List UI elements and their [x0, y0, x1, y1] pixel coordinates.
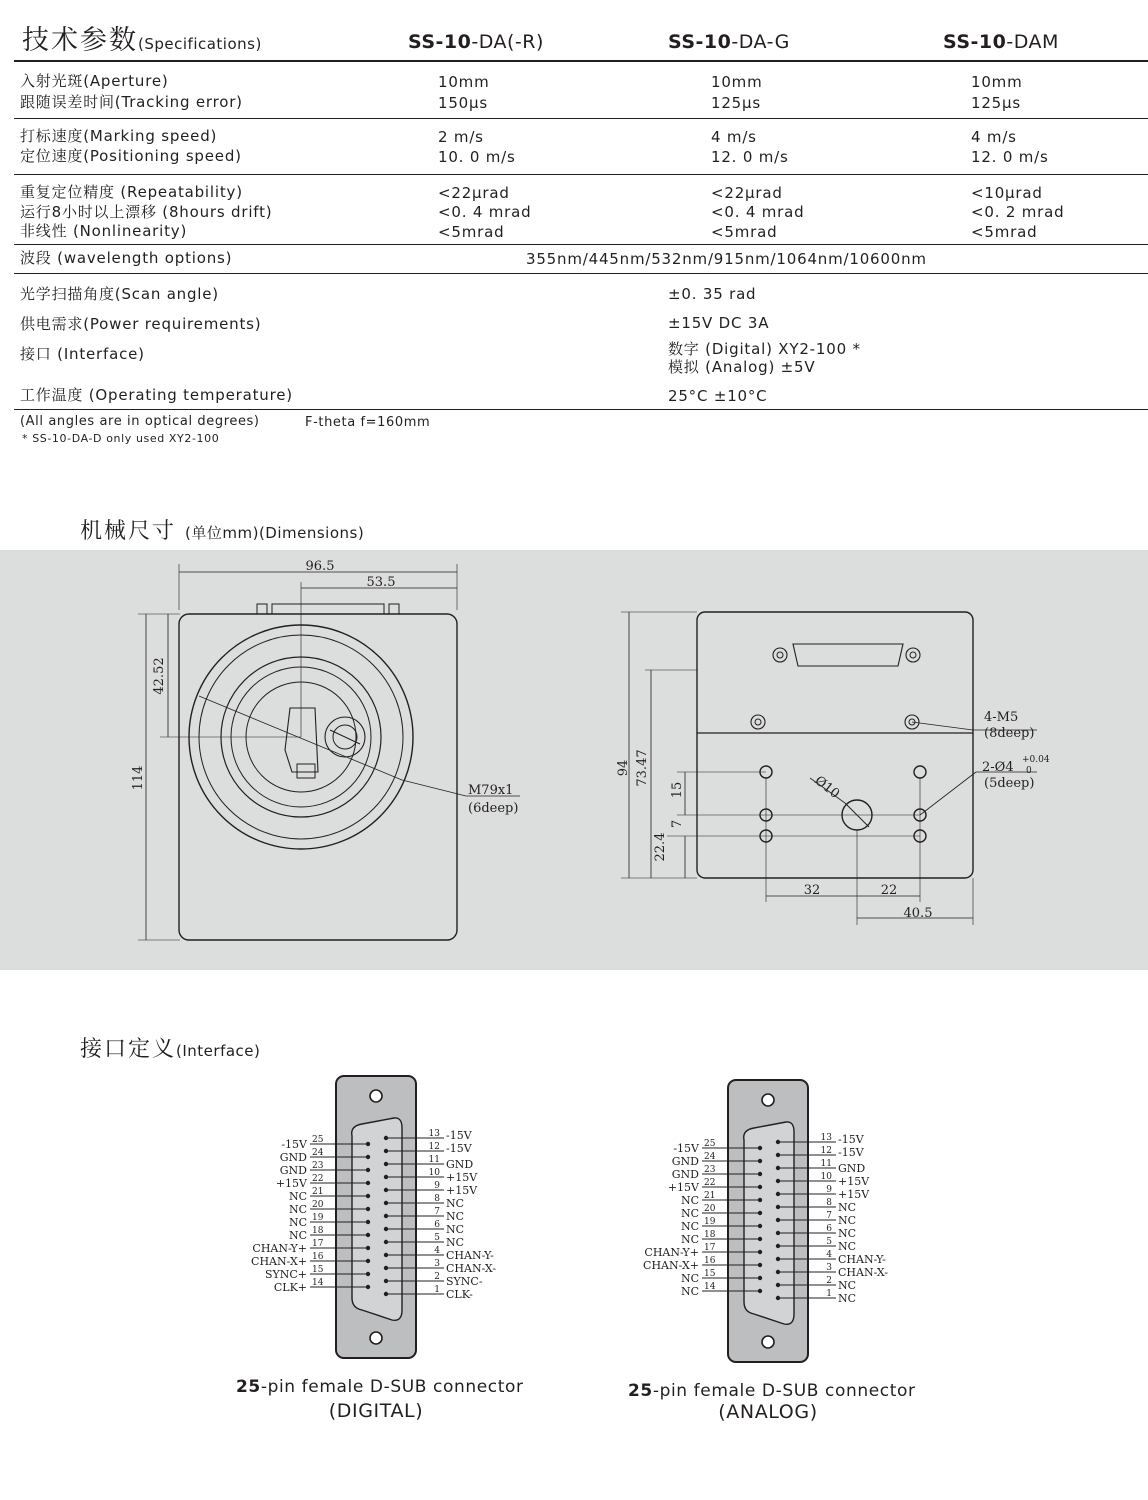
digital-pin-signal: CLK+	[273, 1281, 307, 1294]
digital-pin-signal: CHAN-X+	[251, 1255, 307, 1268]
dim-height-label: 114	[131, 765, 146, 791]
digital-mount-hole-icon	[370, 1332, 382, 1344]
dim-rear-pin-tol-up: +0.04	[1022, 755, 1050, 765]
digital-pin-number: 25	[312, 1135, 324, 1145]
spec-value: 125μs	[711, 94, 761, 112]
analog-pin-signal: NC	[838, 1279, 857, 1292]
dim-rear-total: 94	[616, 759, 631, 777]
spec-value: <0. 4 mrad	[438, 203, 532, 221]
digital-pin-signal: NC	[288, 1229, 307, 1242]
dim-rear-upper: 73.47	[635, 749, 650, 787]
digital-pin-dot	[384, 1279, 388, 1283]
dim-rear-m5: 4-M5	[984, 710, 1019, 725]
spec-value: 10mm	[438, 73, 490, 91]
analog-pin-signal: +15V	[838, 1188, 870, 1201]
digital-pin-dot	[366, 1259, 370, 1263]
analog-pin-dot	[776, 1296, 780, 1300]
analog-caption-type: (ANALOG)	[718, 1401, 818, 1423]
digital-pin-dot	[366, 1233, 370, 1237]
spec-label-scan-angle: 光学扫描角度(Scan angle)	[20, 285, 219, 303]
spec-value: 12. 0 m/s	[711, 148, 789, 166]
dim-rear-pin: 2-Ø4	[982, 760, 1014, 775]
dim-rear-m5-depth: (8deep)	[984, 726, 1035, 741]
digital-pin-number: 1	[434, 1285, 440, 1295]
analog-pin-signal: NC	[680, 1272, 699, 1285]
spec-value: <22μrad	[438, 184, 510, 202]
digital-pin-dot	[366, 1155, 370, 1159]
digital-pin-signal: GND	[279, 1151, 307, 1164]
spec-value: 10. 0 m/s	[438, 148, 516, 166]
digital-dsub-face	[352, 1118, 402, 1320]
analog-pin-number: 14	[704, 1282, 716, 1292]
dim-rear-left-width: 32	[803, 883, 821, 898]
table-bottom-rule	[14, 409, 1148, 410]
digital-pin-dot	[384, 1240, 388, 1244]
analog-pin-number: 10	[820, 1172, 832, 1182]
analog-pin-dot	[776, 1140, 780, 1144]
digital-pin-number: 11	[428, 1155, 440, 1165]
analog-pin-number: 20	[704, 1204, 716, 1214]
analog-pin-dot	[758, 1263, 762, 1267]
analog-pin-signal: GND	[838, 1162, 866, 1175]
spec-label-marking: 打标速度(Marking speed)	[20, 127, 218, 145]
analog-pin-number: 2	[826, 1276, 832, 1286]
digital-pin-signal: NC	[288, 1216, 307, 1229]
analog-pin-signal: NC	[838, 1240, 857, 1253]
digital-connector-diagram	[230, 1072, 520, 1372]
analog-pin-signal: NC	[680, 1285, 699, 1298]
analog-pin-dot	[758, 1172, 762, 1176]
digital-pin-dot	[384, 1188, 388, 1192]
spec-label-temperature: 工作温度 (Operating temperature)	[20, 386, 293, 404]
spec-label-positioning: 定位速度(Positioning speed)	[20, 147, 242, 165]
digital-pin-signal: +15V	[275, 1177, 307, 1190]
front-view-drawing	[138, 564, 520, 940]
dim-rear-right-width: 22	[880, 883, 898, 898]
analog-pin-dot	[758, 1276, 762, 1280]
analog-connector-diagram	[622, 1076, 912, 1376]
analog-pin-dot	[758, 1185, 762, 1189]
digital-pin-signal: GND	[279, 1164, 307, 1177]
digital-pin-number: 12	[428, 1142, 440, 1152]
analog-mount-hole-icon	[762, 1094, 774, 1106]
spec-label-wavelength: 波段 (wavelength options)	[20, 249, 233, 267]
analog-pin-dot	[758, 1146, 762, 1150]
spec-value: ±0. 35 rad	[668, 285, 757, 303]
digital-pin-number: 22	[312, 1174, 324, 1184]
analog-pin-number: 3	[826, 1263, 832, 1273]
digital-pin-signal: CHAN-Y-	[446, 1249, 494, 1262]
digital-pin-number: 13	[428, 1129, 440, 1139]
digital-pin-dot	[366, 1142, 370, 1146]
digital-pin-number: 6	[434, 1220, 440, 1230]
analog-pin-signal: CHAN-Y-	[838, 1253, 886, 1266]
spec-value: 4 m/s	[711, 128, 757, 146]
row-divider	[14, 118, 1148, 119]
analog-pin-number: 25	[704, 1139, 716, 1149]
analog-pin-number: 24	[704, 1152, 716, 1162]
analog-pin-dot	[758, 1198, 762, 1202]
digital-pin-number: 14	[312, 1278, 324, 1288]
digital-pin-signal: -15V	[281, 1138, 307, 1151]
model-header-2: SS-10-DA-G	[668, 31, 790, 53]
digital-pin-number: 4	[434, 1246, 440, 1256]
dim-rear-small: 7	[670, 819, 685, 829]
analog-pin-signal: -15V	[838, 1146, 864, 1159]
digital-pin-signal: CHAN-X-	[446, 1262, 497, 1275]
dim-rear-pin-depth: (5deep)	[984, 776, 1035, 791]
digital-pin-signal: +15V	[446, 1184, 478, 1197]
spec-label-interface: 接口 (Interface)	[20, 345, 145, 363]
digital-pin-number: 5	[434, 1233, 440, 1243]
spec-value-wavelength: 355nm/445nm/532nm/915nm/1064nm/10600nm	[526, 250, 927, 268]
digital-pin-signal: NC	[446, 1197, 465, 1210]
analog-pin-signal: NC	[838, 1292, 857, 1305]
analog-pin-dot	[776, 1270, 780, 1274]
spec-label-aperture: 入射光斑(Aperture)	[20, 72, 169, 90]
digital-pin-signal: NC	[446, 1223, 465, 1236]
analog-pin-dot	[776, 1231, 780, 1235]
spec-value: 10mm	[971, 73, 1023, 91]
row-divider	[14, 273, 1148, 274]
analog-pin-number: 8	[826, 1198, 832, 1208]
analog-pin-number: 17	[704, 1243, 716, 1253]
dim-upper-label: 42.52	[152, 657, 167, 695]
dimension-drawings	[0, 550, 1148, 970]
model-header-3: SS-10-DAM	[943, 31, 1059, 53]
spec-value: <0. 4 mrad	[711, 203, 805, 221]
dim-width-label: 96.5	[305, 559, 335, 574]
spec-value: <10μrad	[971, 184, 1043, 202]
analog-caption: 25-pin female D-SUB connector	[628, 1381, 916, 1401]
analog-pin-signal: NC	[680, 1220, 699, 1233]
dimensions-panel	[0, 550, 1148, 970]
analog-pin-number: 9	[826, 1185, 832, 1195]
digital-pin-number: 2	[434, 1272, 440, 1282]
digital-pin-number: 18	[312, 1226, 324, 1236]
spec-value: 150μs	[438, 94, 488, 112]
analog-pin-signal: +15V	[667, 1181, 699, 1194]
analog-pin-signal: CHAN-X-	[838, 1266, 889, 1279]
digital-pin-dot	[366, 1285, 370, 1289]
analog-pin-number: 23	[704, 1165, 716, 1175]
digital-pin-dot	[384, 1136, 388, 1140]
digital-mount-hole-icon	[370, 1090, 382, 1102]
digital-pin-dot	[366, 1246, 370, 1250]
analog-pin-signal: NC	[680, 1233, 699, 1246]
analog-pin-signal: GND	[671, 1155, 699, 1168]
spec-value: 10mm	[711, 73, 763, 91]
analog-pin-number: 11	[820, 1159, 832, 1169]
digital-pin-dot	[366, 1220, 370, 1224]
spec-label-drift: 运行8小时以上漂移 (8hours drift)	[20, 203, 273, 221]
dim-thread-label: M79x1	[468, 783, 514, 798]
digital-pin-signal: NC	[288, 1203, 307, 1216]
analog-pin-dot	[758, 1224, 762, 1228]
digital-pin-dot	[384, 1292, 388, 1296]
spec-value: 125μs	[971, 94, 1021, 112]
analog-mount-hole-icon	[762, 1336, 774, 1348]
model-header-1: SS-10-DA(-R)	[408, 31, 544, 53]
digital-caption-type: (DIGITAL)	[328, 1400, 424, 1422]
spec-value: 模拟 (Analog) ±5V	[668, 358, 816, 376]
specs-title: 技术参数(Specifications)	[22, 25, 262, 56]
analog-pin-signal: GND	[671, 1168, 699, 1181]
spec-label-nonlinearity: 非线性 (Nonlinearity)	[20, 222, 188, 240]
digital-pin-dot	[366, 1194, 370, 1198]
digital-pin-number: 8	[434, 1194, 440, 1204]
dim-thread-depth: (6deep)	[468, 801, 519, 816]
analog-pin-number: 7	[826, 1211, 832, 1221]
analog-dsub-face	[744, 1122, 794, 1324]
dim-rear-edge-width: 40.5	[903, 906, 933, 921]
dim-rear-bore: Ø10	[811, 773, 843, 802]
digital-pin-signal: -15V	[446, 1129, 472, 1142]
digital-pin-dot	[384, 1227, 388, 1231]
dim-half-label: 53.5	[366, 575, 396, 590]
digital-pin-dot	[366, 1207, 370, 1211]
note-xy2: * SS-10-DA-D only used XY2-100	[22, 432, 220, 445]
spec-value: <5mrad	[711, 223, 778, 241]
analog-pin-number: 21	[704, 1191, 716, 1201]
analog-pin-number: 1	[826, 1289, 832, 1299]
analog-pin-number: 19	[704, 1217, 716, 1227]
analog-pin-number: 12	[820, 1146, 832, 1156]
digital-pin-number: 21	[312, 1187, 324, 1197]
digital-pin-signal: SYNC-	[446, 1275, 483, 1288]
digital-pin-signal: CLK-	[446, 1288, 473, 1301]
digital-pin-number: 3	[434, 1259, 440, 1269]
analog-pin-signal: NC	[838, 1214, 857, 1227]
spec-value: 2 m/s	[438, 128, 484, 146]
analog-pin-signal: CHAN-Y+	[644, 1246, 699, 1259]
analog-pin-signal: NC	[680, 1194, 699, 1207]
digital-pin-dot	[384, 1266, 388, 1270]
digital-pin-number: 7	[434, 1207, 440, 1217]
analog-pin-number: 6	[826, 1224, 832, 1234]
analog-pin-signal: -15V	[673, 1142, 699, 1155]
spec-value: 数字 (Digital) XY2-100 *	[668, 340, 861, 358]
digital-pin-signal: GND	[446, 1158, 474, 1171]
note-ftheta: F-theta f=160mm	[305, 415, 431, 430]
interface-title: 接口定义(Interface)	[80, 1037, 261, 1062]
digital-pin-number: 10	[428, 1168, 440, 1178]
analog-pin-signal: -15V	[838, 1133, 864, 1146]
digital-pin-number: 17	[312, 1239, 324, 1249]
digital-pin-number: 24	[312, 1148, 324, 1158]
dim-rear-mid: 15	[670, 781, 685, 799]
spec-label-tracking: 跟随误差时间(Tracking error)	[20, 93, 243, 111]
analog-pin-number: 4	[826, 1250, 832, 1260]
digital-pin-signal: NC	[446, 1210, 465, 1223]
digital-pin-signal: CHAN-Y+	[252, 1242, 307, 1255]
digital-pin-signal: NC	[288, 1190, 307, 1203]
analog-pin-dot	[758, 1159, 762, 1163]
digital-pin-signal: SYNC+	[264, 1268, 307, 1281]
analog-pin-dot	[776, 1244, 780, 1248]
table-top-rule	[14, 60, 1148, 62]
spec-value: <5mrad	[438, 223, 505, 241]
analog-pin-number: 16	[704, 1256, 716, 1266]
spec-value: 4 m/s	[971, 128, 1017, 146]
spec-value: 25°C ±10°C	[668, 387, 768, 405]
analog-pin-dot	[758, 1211, 762, 1215]
analog-pin-dot	[776, 1192, 780, 1196]
spec-value: <0. 2 mrad	[971, 203, 1065, 221]
spec-value: 12. 0 m/s	[971, 148, 1049, 166]
dim-rear-pin-tol-down: 0	[1026, 766, 1032, 776]
spec-value: <22μrad	[711, 184, 783, 202]
analog-pin-signal: NC	[838, 1227, 857, 1240]
digital-pin-number: 20	[312, 1200, 324, 1210]
analog-pin-dot	[776, 1153, 780, 1157]
digital-pin-signal: +15V	[446, 1171, 478, 1184]
analog-pin-dot	[776, 1218, 780, 1222]
digital-pin-dot	[384, 1253, 388, 1257]
digital-pin-dot	[384, 1201, 388, 1205]
digital-pin-number: 16	[312, 1252, 324, 1262]
rear-view-drawing	[621, 612, 1037, 925]
analog-pin-dot	[758, 1237, 762, 1241]
analog-pin-number: 5	[826, 1237, 832, 1247]
analog-pin-dot	[776, 1179, 780, 1183]
digital-pin-number: 9	[434, 1181, 440, 1191]
digital-pin-dot	[366, 1272, 370, 1276]
note-angles: (All angles are in optical degrees)	[20, 414, 260, 429]
analog-pin-signal: +15V	[838, 1175, 870, 1188]
spec-value: <5mrad	[971, 223, 1038, 241]
analog-pin-signal: NC	[680, 1207, 699, 1220]
analog-pin-dot	[776, 1257, 780, 1261]
digital-pin-signal: -15V	[446, 1142, 472, 1155]
analog-pin-dot	[776, 1205, 780, 1209]
digital-pin-number: 23	[312, 1161, 324, 1171]
digital-pin-dot	[384, 1214, 388, 1218]
digital-pin-number: 19	[312, 1213, 324, 1223]
row-divider	[14, 174, 1148, 175]
spec-value: ±15V DC 3A	[668, 314, 770, 332]
digital-pin-dot	[384, 1149, 388, 1153]
analog-pin-number: 22	[704, 1178, 716, 1188]
dimensions-title: 机械尺寸 (单位mm)(Dimensions)	[80, 519, 365, 544]
analog-pin-signal: NC	[838, 1201, 857, 1214]
spec-label-repeatability: 重复定位精度 (Repeatability)	[20, 183, 243, 201]
analog-pin-dot	[776, 1283, 780, 1287]
analog-pin-number: 13	[820, 1133, 832, 1143]
spec-label-power: 供电需求(Power requirements)	[20, 315, 262, 333]
dim-rear-low: 22.4	[653, 832, 668, 862]
analog-pin-number: 15	[704, 1269, 716, 1279]
analog-pin-dot	[758, 1289, 762, 1293]
analog-pin-number: 18	[704, 1230, 716, 1240]
row-divider	[14, 244, 1148, 245]
digital-pin-signal: NC	[446, 1236, 465, 1249]
digital-pin-dot	[366, 1168, 370, 1172]
analog-pin-dot	[776, 1166, 780, 1170]
digital-caption: 25-pin female D-SUB connector	[236, 1377, 524, 1397]
analog-pin-dot	[758, 1250, 762, 1254]
digital-pin-dot	[384, 1162, 388, 1166]
digital-pin-dot	[366, 1181, 370, 1185]
digital-pin-number: 15	[312, 1265, 324, 1275]
digital-pin-dot	[384, 1175, 388, 1179]
analog-pin-signal: CHAN-X+	[643, 1259, 699, 1272]
